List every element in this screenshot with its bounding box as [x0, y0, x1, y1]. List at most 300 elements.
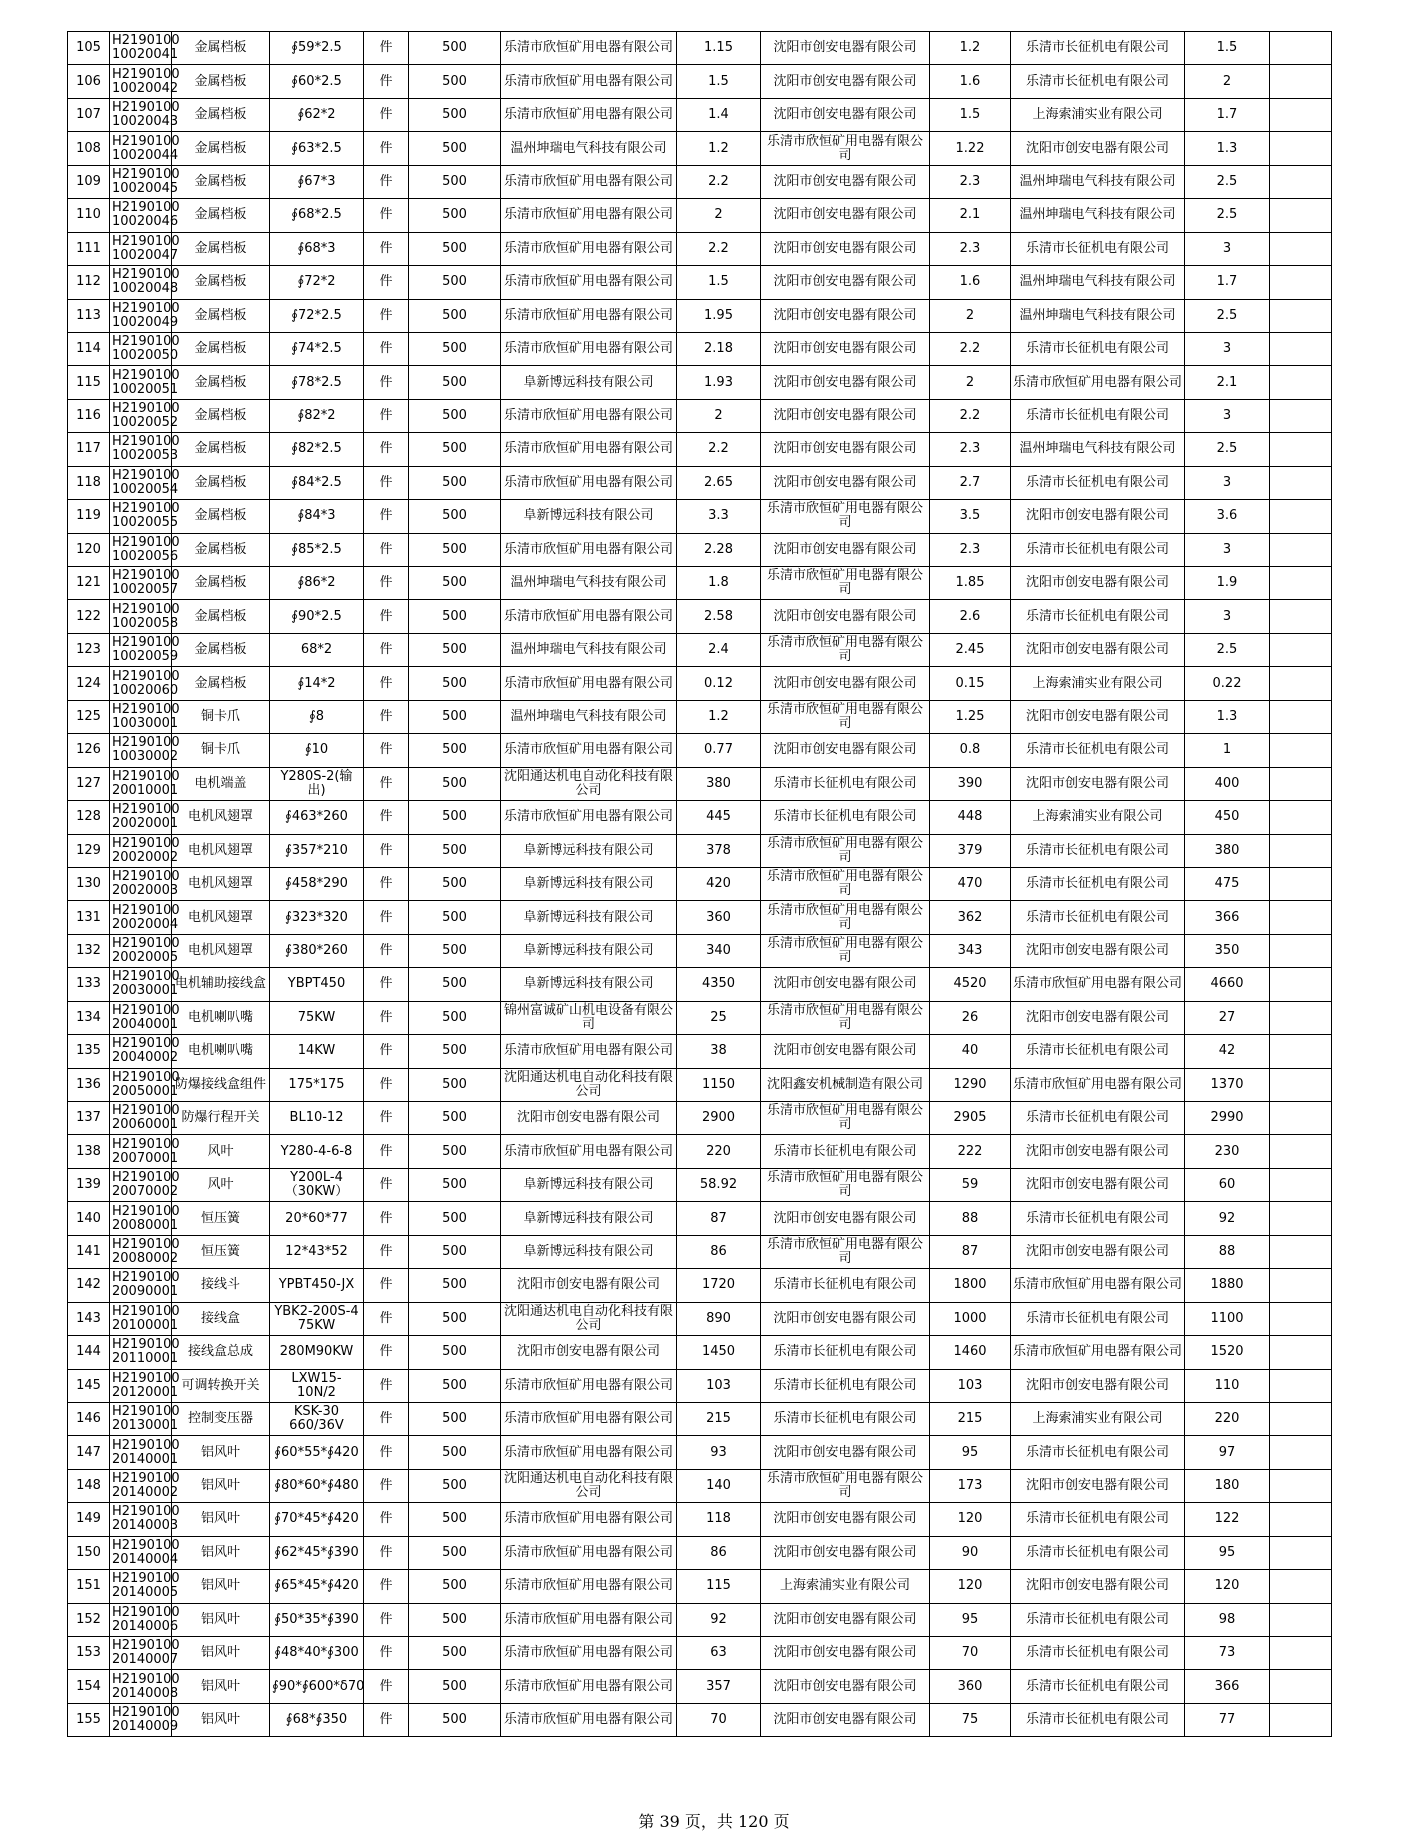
price-2: 120: [930, 1503, 1011, 1536]
material-code: H2190100 20140007: [110, 1637, 172, 1670]
supplier-2: 乐清市长征机电有限公司: [761, 1269, 930, 1302]
price-2: 222: [930, 1135, 1011, 1168]
table-row: [68, 1135, 1332, 1168]
supplier-1: 温州坤瑞电气科技有限公司: [501, 633, 677, 666]
item-name: 金属档板: [172, 266, 270, 299]
item-unit: 件: [364, 1336, 409, 1369]
item-quantity: 500: [409, 466, 501, 499]
price-3: 73: [1185, 1637, 1270, 1670]
price-1: 1.93: [677, 366, 761, 399]
material-code: H2190100 20050001: [110, 1068, 172, 1101]
item-quantity: 500: [409, 132, 501, 165]
table-row: [68, 1001, 1332, 1034]
price-2: 1.2: [930, 32, 1011, 65]
item-spec: ∮68*3: [270, 232, 364, 265]
price-1: 378: [677, 834, 761, 867]
blank-cell: [1270, 734, 1332, 767]
supplier-1: 沈阳通达机电自动化科技有限公司: [501, 1068, 677, 1101]
material-code: H2190100 20070001: [110, 1135, 172, 1168]
material-code: H2190100 20140004: [110, 1536, 172, 1569]
price-1: 86: [677, 1536, 761, 1569]
price-3: 2.5: [1185, 633, 1270, 666]
price-3: 400: [1185, 767, 1270, 800]
item-unit: 件: [364, 867, 409, 900]
price-2: 59: [930, 1168, 1011, 1201]
blank-cell: [1270, 600, 1332, 633]
item-name: 电机端盖: [172, 767, 270, 800]
price-1: 2.2: [677, 433, 761, 466]
material-code: H2190100 20140006: [110, 1603, 172, 1636]
item-name: 铝风叶: [172, 1670, 270, 1703]
item-quantity: 500: [409, 232, 501, 265]
item-spec: ∮90*∮600*δ70: [270, 1670, 364, 1703]
price-2: 1.6: [930, 65, 1011, 98]
price-3: 1.7: [1185, 98, 1270, 131]
supplier-2: 沈阳市创安电器有限公司: [761, 165, 930, 198]
table-row: [68, 165, 1332, 198]
row-number: 129: [68, 834, 110, 867]
item-name: 金属档板: [172, 132, 270, 165]
supplier-1: 乐清市欣恒矿用电器有限公司: [501, 399, 677, 432]
price-2: 75: [930, 1703, 1011, 1736]
supplier-3: 沈阳市创安电器有限公司: [1011, 1135, 1185, 1168]
item-quantity: 500: [409, 1503, 501, 1536]
supplier-1: 温州坤瑞电气科技有限公司: [501, 700, 677, 733]
price-2: 215: [930, 1402, 1011, 1435]
item-spec: ∮90*2.5: [270, 600, 364, 633]
table-row: [68, 734, 1332, 767]
table-row: [68, 667, 1332, 700]
item-unit: 件: [364, 98, 409, 131]
item-spec: ∮14*2: [270, 667, 364, 700]
price-3: 220: [1185, 1402, 1270, 1435]
item-quantity: 500: [409, 801, 501, 834]
item-name: 电机风翅罩: [172, 901, 270, 934]
price-2: 95: [930, 1603, 1011, 1636]
blank-cell: [1270, 1670, 1332, 1703]
price-2: 1.22: [930, 132, 1011, 165]
item-name: 金属档板: [172, 567, 270, 600]
item-unit: 件: [364, 299, 409, 332]
supplier-2: 沈阳市创安电器有限公司: [761, 734, 930, 767]
table-row: [68, 266, 1332, 299]
row-number: 138: [68, 1135, 110, 1168]
row-number: 148: [68, 1469, 110, 1502]
table-row: [68, 1402, 1332, 1435]
item-spec: ∮323*320: [270, 901, 364, 934]
supplier-3: 乐清市长征机电有限公司: [1011, 1035, 1185, 1068]
price-1: 2: [677, 199, 761, 232]
table-row: [68, 1369, 1332, 1402]
row-number: 133: [68, 968, 110, 1001]
price-2: 1.85: [930, 567, 1011, 600]
item-spec: KSK-30 660/36V: [270, 1402, 364, 1435]
table-row: [68, 1469, 1332, 1502]
item-name: 金属档板: [172, 299, 270, 332]
row-number: 124: [68, 667, 110, 700]
table-row: [68, 1068, 1332, 1101]
item-quantity: 500: [409, 1436, 501, 1469]
material-code: H2190100 10020059: [110, 633, 172, 666]
price-3: 92: [1185, 1202, 1270, 1235]
item-unit: 件: [364, 65, 409, 98]
row-number: 135: [68, 1035, 110, 1068]
price-1: 92: [677, 1603, 761, 1636]
price-2: 379: [930, 834, 1011, 867]
supplier-3: 乐清市长征机电有限公司: [1011, 399, 1185, 432]
supplier-3: 乐清市长征机电有限公司: [1011, 867, 1185, 900]
supplier-2: 沈阳市创安电器有限公司: [761, 399, 930, 432]
row-number: 154: [68, 1670, 110, 1703]
item-unit: 件: [364, 1637, 409, 1670]
supplier-1: 乐清市欣恒矿用电器有限公司: [501, 1703, 677, 1736]
price-3: 98: [1185, 1603, 1270, 1636]
item-unit: 件: [364, 32, 409, 65]
supplier-1: 乐清市欣恒矿用电器有限公司: [501, 299, 677, 332]
supplier-2: 沈阳市创安电器有限公司: [761, 600, 930, 633]
supplier-2: 乐清市欣恒矿用电器有限公司: [761, 700, 930, 733]
row-number: 131: [68, 901, 110, 934]
supplier-1: 阜新博远科技有限公司: [501, 1168, 677, 1201]
supplier-1: 沈阳通达机电自动化科技有限公司: [501, 767, 677, 800]
item-unit: 件: [364, 801, 409, 834]
supplier-2: 沈阳市创安电器有限公司: [761, 466, 930, 499]
price-1: 2.58: [677, 600, 761, 633]
blank-cell: [1270, 132, 1332, 165]
item-spec: ∮8: [270, 700, 364, 733]
supplier-2: 乐清市欣恒矿用电器有限公司: [761, 934, 930, 967]
supplier-3: 乐清市欣恒矿用电器有限公司: [1011, 1269, 1185, 1302]
blank-cell: [1270, 1402, 1332, 1435]
item-spec: ∮68*2.5: [270, 199, 364, 232]
price-1: 1720: [677, 1269, 761, 1302]
item-name: 风叶: [172, 1135, 270, 1168]
price-3: 3: [1185, 533, 1270, 566]
row-number: 107: [68, 98, 110, 131]
supplier-2: 乐清市欣恒矿用电器有限公司: [761, 132, 930, 165]
blank-cell: [1270, 433, 1332, 466]
price-1: 340: [677, 934, 761, 967]
supplier-3: 沈阳市创安电器有限公司: [1011, 1001, 1185, 1034]
row-number: 113: [68, 299, 110, 332]
item-name: 可调转换开关: [172, 1369, 270, 1402]
supplier-2: 乐清市欣恒矿用电器有限公司: [761, 867, 930, 900]
supplier-3: 沈阳市创安电器有限公司: [1011, 934, 1185, 967]
item-spec: 68*2: [270, 633, 364, 666]
material-code: H2190100 10020044: [110, 132, 172, 165]
item-name: 铝风叶: [172, 1503, 270, 1536]
blank-cell: [1270, 332, 1332, 365]
item-name: 金属档板: [172, 199, 270, 232]
item-spec: ∮82*2.5: [270, 433, 364, 466]
price-2: 2.3: [930, 533, 1011, 566]
blank-cell: [1270, 1703, 1332, 1736]
table-row: [68, 433, 1332, 466]
item-spec: ∮50*35*∮390: [270, 1603, 364, 1636]
supplier-2: 沈阳市创安电器有限公司: [761, 1536, 930, 1569]
price-3: 2: [1185, 65, 1270, 98]
price-2: 95: [930, 1436, 1011, 1469]
item-quantity: 500: [409, 266, 501, 299]
price-3: 122: [1185, 1503, 1270, 1536]
item-quantity: 500: [409, 700, 501, 733]
table-row: [68, 98, 1332, 131]
item-quantity: 500: [409, 1235, 501, 1268]
price-1: 93: [677, 1436, 761, 1469]
item-spec: ∮84*2.5: [270, 466, 364, 499]
row-number: 108: [68, 132, 110, 165]
blank-cell: [1270, 466, 1332, 499]
price-3: 3: [1185, 232, 1270, 265]
blank-cell: [1270, 767, 1332, 800]
item-unit: 件: [364, 567, 409, 600]
supplier-3: 乐清市欣恒矿用电器有限公司: [1011, 1336, 1185, 1369]
price-3: 1100: [1185, 1302, 1270, 1335]
price-1: 2900: [677, 1102, 761, 1135]
supplier-3: 乐清市长征机电有限公司: [1011, 1670, 1185, 1703]
item-quantity: 500: [409, 567, 501, 600]
price-2: 2.1: [930, 199, 1011, 232]
supplier-1: 乐清市欣恒矿用电器有限公司: [501, 433, 677, 466]
item-unit: 件: [364, 1402, 409, 1435]
table-row: [68, 1269, 1332, 1302]
material-code: H2190100 10030002: [110, 734, 172, 767]
price-2: 88: [930, 1202, 1011, 1235]
item-name: 铜卡爪: [172, 700, 270, 733]
table-row: [68, 1302, 1332, 1335]
supplier-2: 沈阳市创安电器有限公司: [761, 65, 930, 98]
price-2: 390: [930, 767, 1011, 800]
price-2: 4520: [930, 968, 1011, 1001]
supplier-3: 乐清市欣恒矿用电器有限公司: [1011, 366, 1185, 399]
material-code: H2190100 20040002: [110, 1035, 172, 1068]
row-number: 115: [68, 366, 110, 399]
supplier-2: 乐清市欣恒矿用电器有限公司: [761, 1001, 930, 1034]
supplier-3: 乐清市长征机电有限公司: [1011, 901, 1185, 934]
price-1: 890: [677, 1302, 761, 1335]
item-name: 铜卡爪: [172, 734, 270, 767]
item-unit: 件: [364, 399, 409, 432]
price-1: 87: [677, 1202, 761, 1235]
supplier-3: 沈阳市创安电器有限公司: [1011, 500, 1185, 533]
item-name: 铝风叶: [172, 1603, 270, 1636]
item-quantity: 500: [409, 1035, 501, 1068]
supplier-1: 乐清市欣恒矿用电器有限公司: [501, 165, 677, 198]
item-name: 防爆接线盒组件: [172, 1068, 270, 1101]
supplier-1: 乐清市欣恒矿用电器有限公司: [501, 1402, 677, 1435]
price-1: 2.4: [677, 633, 761, 666]
item-unit: 件: [364, 1369, 409, 1402]
price-2: 103: [930, 1369, 1011, 1402]
table-row: [68, 1536, 1332, 1569]
item-name: 金属档板: [172, 533, 270, 566]
supplier-3: 乐清市长征机电有限公司: [1011, 600, 1185, 633]
supplier-3: 沈阳市创安电器有限公司: [1011, 1235, 1185, 1268]
blank-cell: [1270, 1068, 1332, 1101]
price-1: 215: [677, 1402, 761, 1435]
item-name: 铝风叶: [172, 1703, 270, 1736]
blank-cell: [1270, 1336, 1332, 1369]
price-1: 103: [677, 1369, 761, 1402]
item-spec: Y200L-4 （30KW）: [270, 1168, 364, 1201]
supplier-1: 温州坤瑞电气科技有限公司: [501, 132, 677, 165]
price-3: 1: [1185, 734, 1270, 767]
item-name: 金属档板: [172, 232, 270, 265]
supplier-2: 沈阳市创安电器有限公司: [761, 433, 930, 466]
item-name: 金属档板: [172, 98, 270, 131]
price-3: 366: [1185, 1670, 1270, 1703]
price-2: 470: [930, 867, 1011, 900]
blank-cell: [1270, 366, 1332, 399]
supplier-3: 沈阳市创安电器有限公司: [1011, 1369, 1185, 1402]
row-number: 123: [68, 633, 110, 666]
price-2: 0.8: [930, 734, 1011, 767]
price-3: 450: [1185, 801, 1270, 834]
price-2: 120: [930, 1570, 1011, 1603]
material-code: H2190100 20080001: [110, 1202, 172, 1235]
price-3: 475: [1185, 867, 1270, 900]
blank-cell: [1270, 232, 1332, 265]
material-code: H2190100 10020057: [110, 567, 172, 600]
material-code: H2190100 10020055: [110, 500, 172, 533]
table-row: [68, 1202, 1332, 1235]
price-1: 360: [677, 901, 761, 934]
blank-cell: [1270, 1035, 1332, 1068]
table-row: [68, 366, 1332, 399]
item-spec: BL10-12: [270, 1102, 364, 1135]
material-code: H2190100 20010001: [110, 767, 172, 800]
table-row: [68, 1670, 1332, 1703]
price-3: 42: [1185, 1035, 1270, 1068]
supplier-3: 乐清市长征机电有限公司: [1011, 232, 1185, 265]
item-spec: ∮10: [270, 734, 364, 767]
material-code: H2190100 20120001: [110, 1369, 172, 1402]
price-1: 1.5: [677, 266, 761, 299]
material-code: H2190100 20140009: [110, 1703, 172, 1736]
supplier-2: 乐清市长征机电有限公司: [761, 767, 930, 800]
supplier-1: 乐清市欣恒矿用电器有限公司: [501, 1536, 677, 1569]
supplier-2: 沈阳市创安电器有限公司: [761, 1202, 930, 1235]
price-1: 2.18: [677, 332, 761, 365]
item-quantity: 500: [409, 834, 501, 867]
item-unit: 件: [364, 633, 409, 666]
price-1: 25: [677, 1001, 761, 1034]
item-name: 铝风叶: [172, 1570, 270, 1603]
item-unit: 件: [364, 332, 409, 365]
price-1: 0.77: [677, 734, 761, 767]
blank-cell: [1270, 867, 1332, 900]
material-code: H2190100 10020054: [110, 466, 172, 499]
blank-cell: [1270, 32, 1332, 65]
item-unit: 件: [364, 600, 409, 633]
item-unit: 件: [364, 433, 409, 466]
row-number: 149: [68, 1503, 110, 1536]
table-row: [68, 32, 1332, 65]
supplier-3: 温州坤瑞电气科技有限公司: [1011, 299, 1185, 332]
item-name: 电机喇叭嘴: [172, 1035, 270, 1068]
table-row: [68, 867, 1332, 900]
supplier-2: 沈阳市创安电器有限公司: [761, 1436, 930, 1469]
row-number: 145: [68, 1369, 110, 1402]
table-row: [68, 801, 1332, 834]
item-name: 金属档板: [172, 366, 270, 399]
price-2: 26: [930, 1001, 1011, 1034]
blank-cell: [1270, 1536, 1332, 1569]
supplier-2: 沈阳市创安电器有限公司: [761, 533, 930, 566]
row-number: 111: [68, 232, 110, 265]
price-3: 230: [1185, 1135, 1270, 1168]
blank-cell: [1270, 500, 1332, 533]
material-code: H2190100 20130001: [110, 1402, 172, 1435]
price-2: 1800: [930, 1269, 1011, 1302]
row-number: 106: [68, 65, 110, 98]
price-2: 173: [930, 1469, 1011, 1502]
row-number: 126: [68, 734, 110, 767]
row-number: 120: [68, 533, 110, 566]
item-name: 接线斗: [172, 1269, 270, 1302]
material-code: H2190100 10020060: [110, 667, 172, 700]
price-3: 1520: [1185, 1336, 1270, 1369]
supplier-2: 沈阳市创安电器有限公司: [761, 1703, 930, 1736]
supplier-2: 乐清市长征机电有限公司: [761, 1135, 930, 1168]
price-3: 0.22: [1185, 667, 1270, 700]
supplier-1: 温州坤瑞电气科技有限公司: [501, 567, 677, 600]
price-2: 360: [930, 1670, 1011, 1703]
blank-cell: [1270, 165, 1332, 198]
supplier-3: 沈阳市创安电器有限公司: [1011, 767, 1185, 800]
item-quantity: 500: [409, 1536, 501, 1569]
item-quantity: 500: [409, 1603, 501, 1636]
item-unit: 件: [364, 1503, 409, 1536]
price-2: 1290: [930, 1068, 1011, 1101]
price-2: 343: [930, 934, 1011, 967]
supplier-2: 乐清市欣恒矿用电器有限公司: [761, 901, 930, 934]
supplier-1: 乐清市欣恒矿用电器有限公司: [501, 1603, 677, 1636]
row-number: 119: [68, 500, 110, 533]
row-number: 130: [68, 867, 110, 900]
item-quantity: 500: [409, 1637, 501, 1670]
supplier-1: 阜新博远科技有限公司: [501, 1202, 677, 1235]
item-spec: ∮72*2: [270, 266, 364, 299]
price-3: 1.3: [1185, 700, 1270, 733]
supplier-1: 阜新博远科技有限公司: [501, 500, 677, 533]
blank-cell: [1270, 199, 1332, 232]
item-unit: 件: [364, 1436, 409, 1469]
item-spec: 12*43*52: [270, 1235, 364, 1268]
item-spec: ∮59*2.5: [270, 32, 364, 65]
supplier-3: 乐清市长征机电有限公司: [1011, 533, 1185, 566]
price-3: 97: [1185, 1436, 1270, 1469]
item-spec: 75KW: [270, 1001, 364, 1034]
item-name: 恒压簧: [172, 1235, 270, 1268]
item-spec: ∮68*∮350: [270, 1703, 364, 1736]
item-quantity: 500: [409, 500, 501, 533]
supplier-2: 沈阳市创安电器有限公司: [761, 98, 930, 131]
blank-cell: [1270, 667, 1332, 700]
price-2: 70: [930, 1637, 1011, 1670]
item-name: 防爆行程开关: [172, 1102, 270, 1135]
item-name: 控制变压器: [172, 1402, 270, 1435]
supplier-1: 乐清市欣恒矿用电器有限公司: [501, 1436, 677, 1469]
price-1: 220: [677, 1135, 761, 1168]
price-1: 445: [677, 801, 761, 834]
item-quantity: 500: [409, 1302, 501, 1335]
blank-cell: [1270, 1135, 1332, 1168]
item-quantity: 500: [409, 1168, 501, 1201]
item-spec: ∮62*2: [270, 98, 364, 131]
supplier-3: 沈阳市创安电器有限公司: [1011, 700, 1185, 733]
material-code: H2190100 20110001: [110, 1336, 172, 1369]
